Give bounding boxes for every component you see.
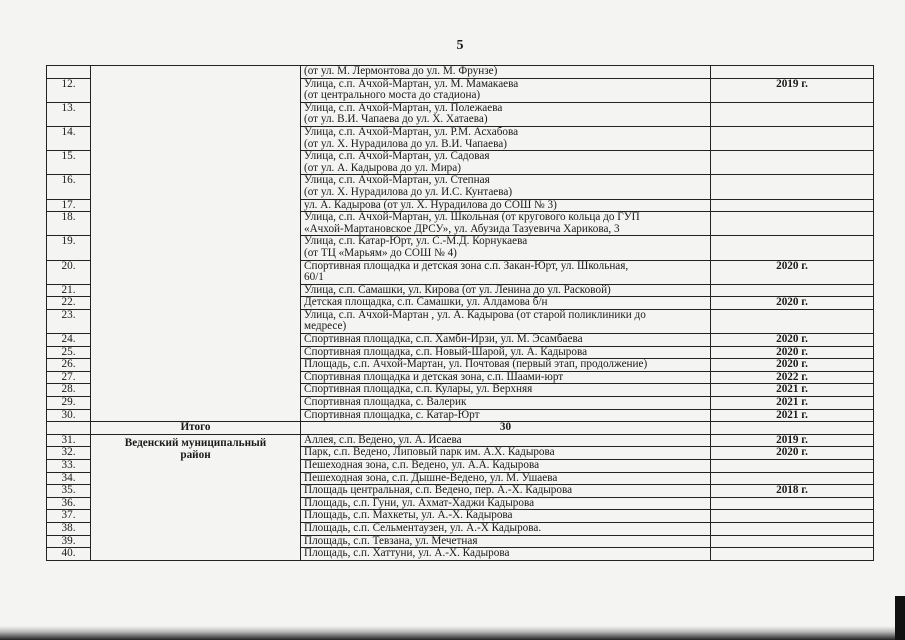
row-description: [301, 151, 711, 175]
table-row: [47, 66, 874, 79]
row-number: 26.: [47, 359, 91, 372]
description-line: Улица, с.п. Самашки, ул. Кирова (от ул. Ленина до ул. Расковой): [304, 284, 611, 296]
total-row: [47, 422, 874, 435]
row-year: [711, 460, 874, 473]
scan-bottom-edge: [0, 626, 905, 640]
description-line: Спортивная площадка, с.п. Хамби-Ирзи, ул. М. Эсамбаева: [304, 333, 583, 346]
description-line: (от ул. А. Кадырова до ул. Мира): [304, 161, 461, 174]
row-year: [711, 548, 874, 561]
row-year: [711, 510, 874, 523]
description-line: Спортивная площадка, с. Катар-Юрт: [304, 409, 480, 421]
row-year: 2020 г.: [711, 297, 874, 310]
description-line: Спортивная площадка, с.п. Кулары, ул. Верхняя: [304, 383, 533, 396]
row-year: [711, 236, 874, 260]
row-year: [711, 472, 874, 485]
row-description: [301, 212, 711, 236]
row-description: [301, 236, 711, 260]
row-number: 23.: [47, 309, 91, 333]
row-description: [301, 384, 711, 397]
row-description: [301, 78, 711, 102]
row-year: 2020 г.: [711, 346, 874, 359]
description-line: 60/1: [304, 271, 324, 284]
row-number: 14.: [47, 126, 91, 150]
row-number: 27.: [47, 371, 91, 384]
row-number: 19.: [47, 236, 91, 260]
row-year: [711, 175, 874, 199]
registry-table: [46, 65, 874, 561]
row-number: 13.: [47, 102, 91, 126]
row-year: 2018 г.: [711, 485, 874, 498]
description-line: Площадь центральная, с.п. Ведено, пер. А.-Х. Кадырова: [304, 484, 573, 497]
row-description: [301, 102, 711, 126]
row-year: 2020 г.: [711, 447, 874, 460]
row-description: [301, 510, 711, 523]
row-number: 17.: [47, 199, 91, 212]
row-number: 35.: [47, 485, 91, 498]
description-line: Площадь, с.п. Сельментаузен, ул. А.-Х Кадырова.: [304, 522, 542, 534]
district-cell: [91, 434, 301, 560]
table-row: [47, 434, 874, 447]
row-year: 2019 г.: [711, 78, 874, 102]
row-year: 2021 г.: [711, 397, 874, 410]
description-line: Улица, с.п. Ачхой-Мартан, ул. Школьная (от кругового кольца до ГУП: [304, 211, 640, 224]
district-name-line: район: [180, 448, 211, 461]
description-line: (от ул. Х. Нурадилова до ул. В.И. Чапаева): [304, 137, 507, 150]
row-number: 34.: [47, 472, 91, 485]
row-number: 38.: [47, 522, 91, 535]
row-number: 29.: [47, 397, 91, 410]
row-number: 30.: [47, 409, 91, 422]
row-year: 2021 г.: [711, 409, 874, 422]
description-line: (от ТЦ «Марьям» до СОШ № 4): [304, 246, 457, 259]
description-line: (от ул. Х. Нурадилова до ул. И.С. Кунтаева): [304, 185, 513, 198]
row-year: [711, 102, 874, 126]
row-description: (от ул. М. Лермонтова до ул. М. Фрунзе): [301, 66, 711, 79]
district-cell: [91, 66, 301, 422]
row-year: 2020 г.: [711, 334, 874, 347]
description-line: (от ул. В.И. Чапаева до ул. Х. Хатаева): [304, 113, 488, 126]
row-description: [301, 409, 711, 422]
description-line: Площадь, с.п. Ачхой-Мартан, ул. Почтовая (первый этап, продолжение): [304, 358, 648, 371]
row-year: [711, 151, 874, 175]
row-number: 12.: [47, 78, 91, 102]
row-year: 2022 г.: [711, 371, 874, 384]
row-number-cell: [47, 66, 91, 79]
row-number: 32.: [47, 447, 91, 460]
description-line: Спортивная площадка и детская зона, с.п. Шаами-юрт: [304, 371, 564, 383]
total-label: Итого: [91, 422, 301, 435]
description-line: Спортивная площадка и детская зона с.п. Закан-Юрт, ул. Школьная,: [304, 260, 629, 272]
row-number: 18.: [47, 212, 91, 236]
row-number: 24.: [47, 334, 91, 347]
row-year: [711, 199, 874, 212]
row-description: [301, 371, 711, 384]
description-line: Улица, с.п. Катар-Юрт, ул. С.-М.Д. Корнукаева: [304, 235, 528, 248]
row-number: 31.: [47, 434, 91, 447]
row-description: [301, 497, 711, 510]
row-description: [301, 297, 711, 310]
description-line: ул. А. Кадырова (от ул. Х. Нурадилова до СОШ № 3): [304, 199, 557, 211]
row-description: [301, 199, 711, 212]
row-description: [301, 548, 711, 561]
row-description: [301, 175, 711, 199]
description-line: Площадь, с.п. Хаттуни, ул. А.-Х. Кадырова: [304, 547, 510, 560]
district-name: [94, 435, 297, 461]
description-line: Улица, с.п. Ачхой-Мартан, ул. М. Мамакаева: [304, 78, 519, 90]
row-description: [301, 434, 711, 447]
row-year: [711, 212, 874, 236]
description-line: Улица, с.п. Ачхой-Мартан, ул. Садовая: [304, 150, 490, 163]
row-description: [301, 485, 711, 498]
row-description: [301, 460, 711, 473]
row-year: [711, 126, 874, 150]
row-description: [301, 472, 711, 485]
row-number: 37.: [47, 510, 91, 523]
row-description: [301, 309, 711, 333]
row-number: 21.: [47, 284, 91, 297]
row-year: [711, 497, 874, 510]
description-line: Площадь, с.п. Гуни, ул. Ахмат-Хаджи Кадырова: [304, 497, 535, 509]
row-description: [301, 126, 711, 150]
description-line: Аллея, с.п. Ведено, ул. А. Исаева: [304, 434, 462, 446]
total-value: 30: [301, 422, 711, 435]
page-number: 5: [456, 38, 464, 53]
description-line: Парк, с.п. Ведено, Липовый парк им. А.Х. Кадырова: [304, 446, 555, 459]
row-year: 2019 г.: [711, 434, 874, 447]
row-number: 40.: [47, 548, 91, 561]
row-description: [301, 334, 711, 347]
row-description: [301, 359, 711, 372]
row-description: [301, 284, 711, 297]
description-line: Спортивная площадка, с.п. Новый-Шарой, ул. А. Кадырова: [304, 346, 588, 358]
row-description: [301, 397, 711, 410]
row-year: [711, 535, 874, 548]
row-year: [711, 522, 874, 535]
row-description: [301, 346, 711, 359]
description-line: медресе): [304, 320, 347, 333]
description-line: Площадь, с.п. Махкеты, ул. А.-Х. Кадырова: [304, 509, 513, 522]
description-line: Улица, с.п. Ачхой-Мартан, ул. Полежаева: [304, 102, 503, 114]
scan-corner-mark: [895, 596, 905, 640]
description-line: Площадь, с.п. Тевзана, ул. Мечетная: [304, 535, 478, 547]
description-line: Пешеходная зона, с.п. Дышне-Ведено, ул. М. Ушаева: [304, 472, 558, 484]
total-year-cell: [711, 422, 874, 435]
row-number: 33.: [47, 460, 91, 473]
row-year: 2021 г.: [711, 384, 874, 397]
description-line: Спортивная площадка, с. Валерик: [304, 396, 467, 409]
description-line: Улица, с.п. Ачхой-Мартан, ул. Степная: [304, 174, 490, 187]
description-line: Улица, с.п. Ачхой-Мартан, ул. Р.М. Асхабова: [304, 126, 519, 138]
row-description: [301, 522, 711, 535]
total-number-cell: [47, 422, 91, 435]
row-year: [711, 66, 874, 79]
row-year: [711, 309, 874, 333]
row-number: 25.: [47, 346, 91, 359]
row-number: 16.: [47, 175, 91, 199]
description-line: «Ачхой-Мартановское ДРСУ», ул. Абузида Тазуевича Харикова, 3: [304, 222, 620, 235]
row-number: 15.: [47, 151, 91, 175]
row-number: 20.: [47, 260, 91, 284]
row-description: [301, 447, 711, 460]
description-line: Пешеходная зона, с.п. Ведено, ул. А.А. Кадырова: [304, 459, 540, 471]
description-line: (от центрального моста до стадиона): [304, 89, 481, 102]
registry-table-body: [47, 66, 874, 561]
row-number: 39.: [47, 535, 91, 548]
row-year: 2020 г.: [711, 359, 874, 372]
row-number: 22.: [47, 297, 91, 310]
row-year: 2020 г.: [711, 260, 874, 284]
row-description: [301, 260, 711, 284]
row-number: 36.: [47, 497, 91, 510]
description-line: Детская площадка, с.п. Самашки, ул. Алдамова б/н: [304, 296, 548, 309]
row-year: [711, 284, 874, 297]
description-line: Улица, с.п. Ачхой-Мартан , ул. А. Кадырова (от старой поликлиники до: [304, 309, 646, 321]
row-description: [301, 535, 711, 548]
district-name-line: Веденский муниципальный: [124, 436, 267, 449]
row-number: 28.: [47, 384, 91, 397]
